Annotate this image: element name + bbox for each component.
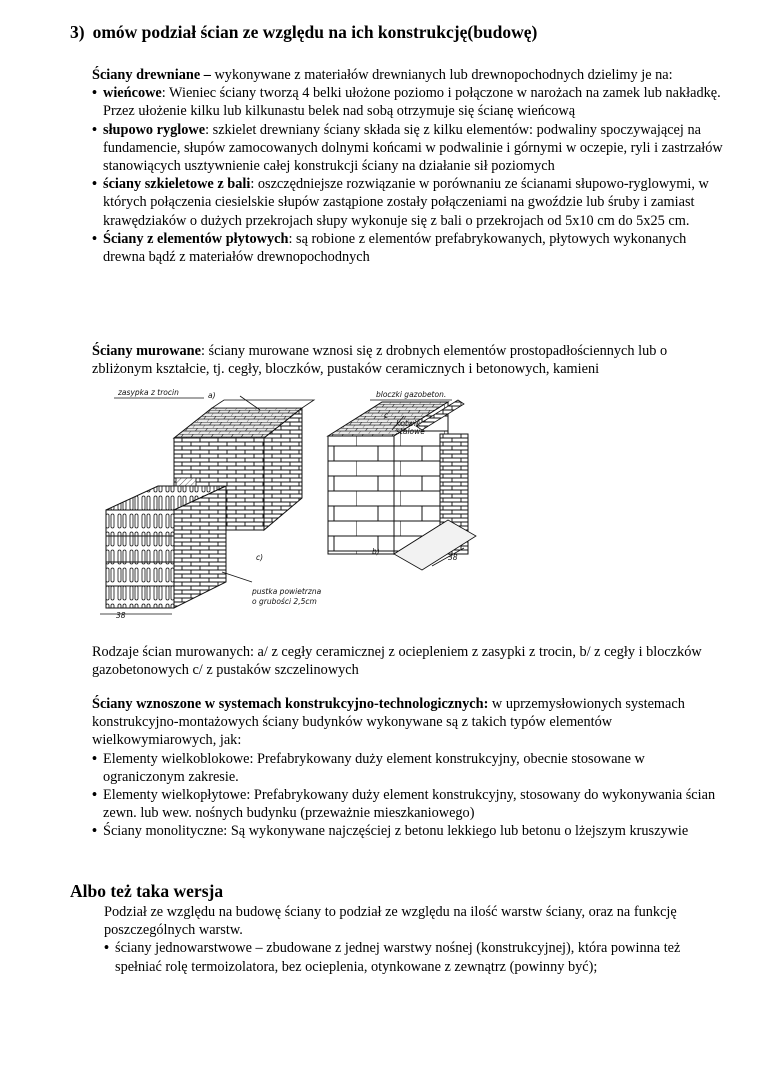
list-item [92,84,724,120]
heading-title: omów podział ścian ze względu na ich konstrukcję(budowę) [92,22,538,42]
list-item: • Elementy wielkoblokowe: Prefabrykowany duży element konstrukcyjny, obecnie stosowane w ograniczonym zakresie. [92,750,724,786]
masonry-walls-figure [92,386,504,624]
list-item: • Elementy wielkopłytowe: Prefabrykowany duży element konstrukcyjny, stosowany do wykonywania ścian zewn. lub wew. nośnych budynku (przeważnie mieszkaniowego) [92,786,724,822]
masonry-section [92,342,724,378]
item-text: : są robione z elementów prefabrykowanych, płytowych wykonanych drewna bądź z materiałów drewnopochodnych [103,230,687,266]
figure-label-b: b) [372,547,380,556]
wooden-walls-section [92,66,724,266]
figure-label-anchors2: stalowe [396,427,425,436]
wooden-list [92,84,724,266]
figure-label-blocks: bloczki gazobeton. [376,390,447,399]
masonry-drawing [92,386,504,624]
heading-number: 3) [70,22,85,42]
systems-term: Ściany wznoszone w systemach konstrukcyjno-technologicznych: [92,696,489,712]
item-term: ściany szkieletowe z bali [103,176,251,193]
figure-label-c-mark: c [384,411,389,420]
item-term: słupowo ryglowe [103,121,206,138]
figure-dim-left: 38 [116,611,126,620]
list-item: • ściany jednowarstwowe – zbudowane z jednej warstwy nośnej (konstrukcyjnej), która powinna też spełniać rolę termoizolatora, bez ocieplenia, otynkowane z zewnątrz (powinny być); [104,939,704,975]
item-term: wieńcowe [103,85,162,102]
systems-list [92,750,724,841]
item-text: : oszczędniejsze rozwiązanie w porównaniu ze ścianami słupowo-ryglowymi, w których połączenia ciesielskie słupów zastąpione zostały połączeniami na gwoździe lub śruby i zamiast krawędziaków o dużych przekrojach słupy wykonuje się z bali o przekrojach od 5x10 cm do 5x25 cm. [103,176,709,229]
figure-label-c: c) [256,553,264,562]
alt-section [104,903,704,976]
wooden-intro-text: wykonywane z materiałów drewnianych lub drewnopochodnych dzielimy je na: [210,67,673,83]
section-heading [70,22,537,43]
item-text: : szkielet drewniany ściany składa się z kilku elementów: podwaliny spoczywającej na fundamencie, słupów zamocowanych dolnymi końcami w podwalinie i górnymi w oczepie, ryli i zastrzałów stanowiących usztywnienie całej konstrukcji ściany na działanie sił poziomych [103,121,723,175]
figure-label-anchors: kotwie [396,419,421,428]
masonry-paragraph [92,342,724,378]
systems-intro [92,695,724,750]
item-term: Ściany z elementów płytowych [103,230,289,247]
figure-label-sawdust: zasypka z trocin [118,388,179,397]
figure-dim-right: 38 [448,553,458,562]
figure-caption [92,643,724,679]
masonry-term: Ściany murowane [92,343,201,359]
wooden-term: Ściany drewniane – [92,67,211,83]
figure-label-air-gap: pustka powietrzna [252,587,322,596]
list-item: • Ściany monolityczne: Są wykonywane najczęściej z betonu lekkiego lub betonu o lżejszym kruszywie [92,822,724,840]
list-item [92,175,724,230]
systems-section [92,695,724,841]
figure-label-thickness: o grubości 2,5cm [252,597,317,606]
systems-intro-text: w uprzemysłowionych systemach konstrukcyjno-montażowych ściany budynków wykonywane są z takich typów elementów wielkowymiarowych, jak: [92,696,685,749]
item-text: : Wieniec ściany tworzą 4 belki ułożone poziomo i połączone w narożach na zamek lub nakładkę. Przez ułożenie kilku lub kilkunastu belek nad sobą otrzymuje się ścianę wieńcową [103,85,721,120]
alt-list [104,939,704,975]
alt-heading: Albo też taka wersja [70,881,224,901]
figure-label-a: a) [208,391,216,400]
list-item [92,230,724,266]
wooden-intro [92,66,724,84]
list-item [92,121,724,176]
masonry-text: : ściany murowane wznosi się z drobnych elementów prostopadłościennych lub o zbliżonym kształcie, tj. cegły, bloczków, pustaków ceramicznych i betonowych, kamieni [92,343,668,378]
caption-text: Rodzaje ścian murowanych: a/ z cegły ceramicznej z ociepleniem z zasypki z trocin, b/ z cegły i bloczków gazobetonowych c/ z pustaków szczelinowych [92,644,702,679]
alt-paragraph: Podział ze względu na budowę ściany to podział ze względu na ilość warstw ściany, oraz na funkcję poszczególnych warstw. [104,904,677,939]
